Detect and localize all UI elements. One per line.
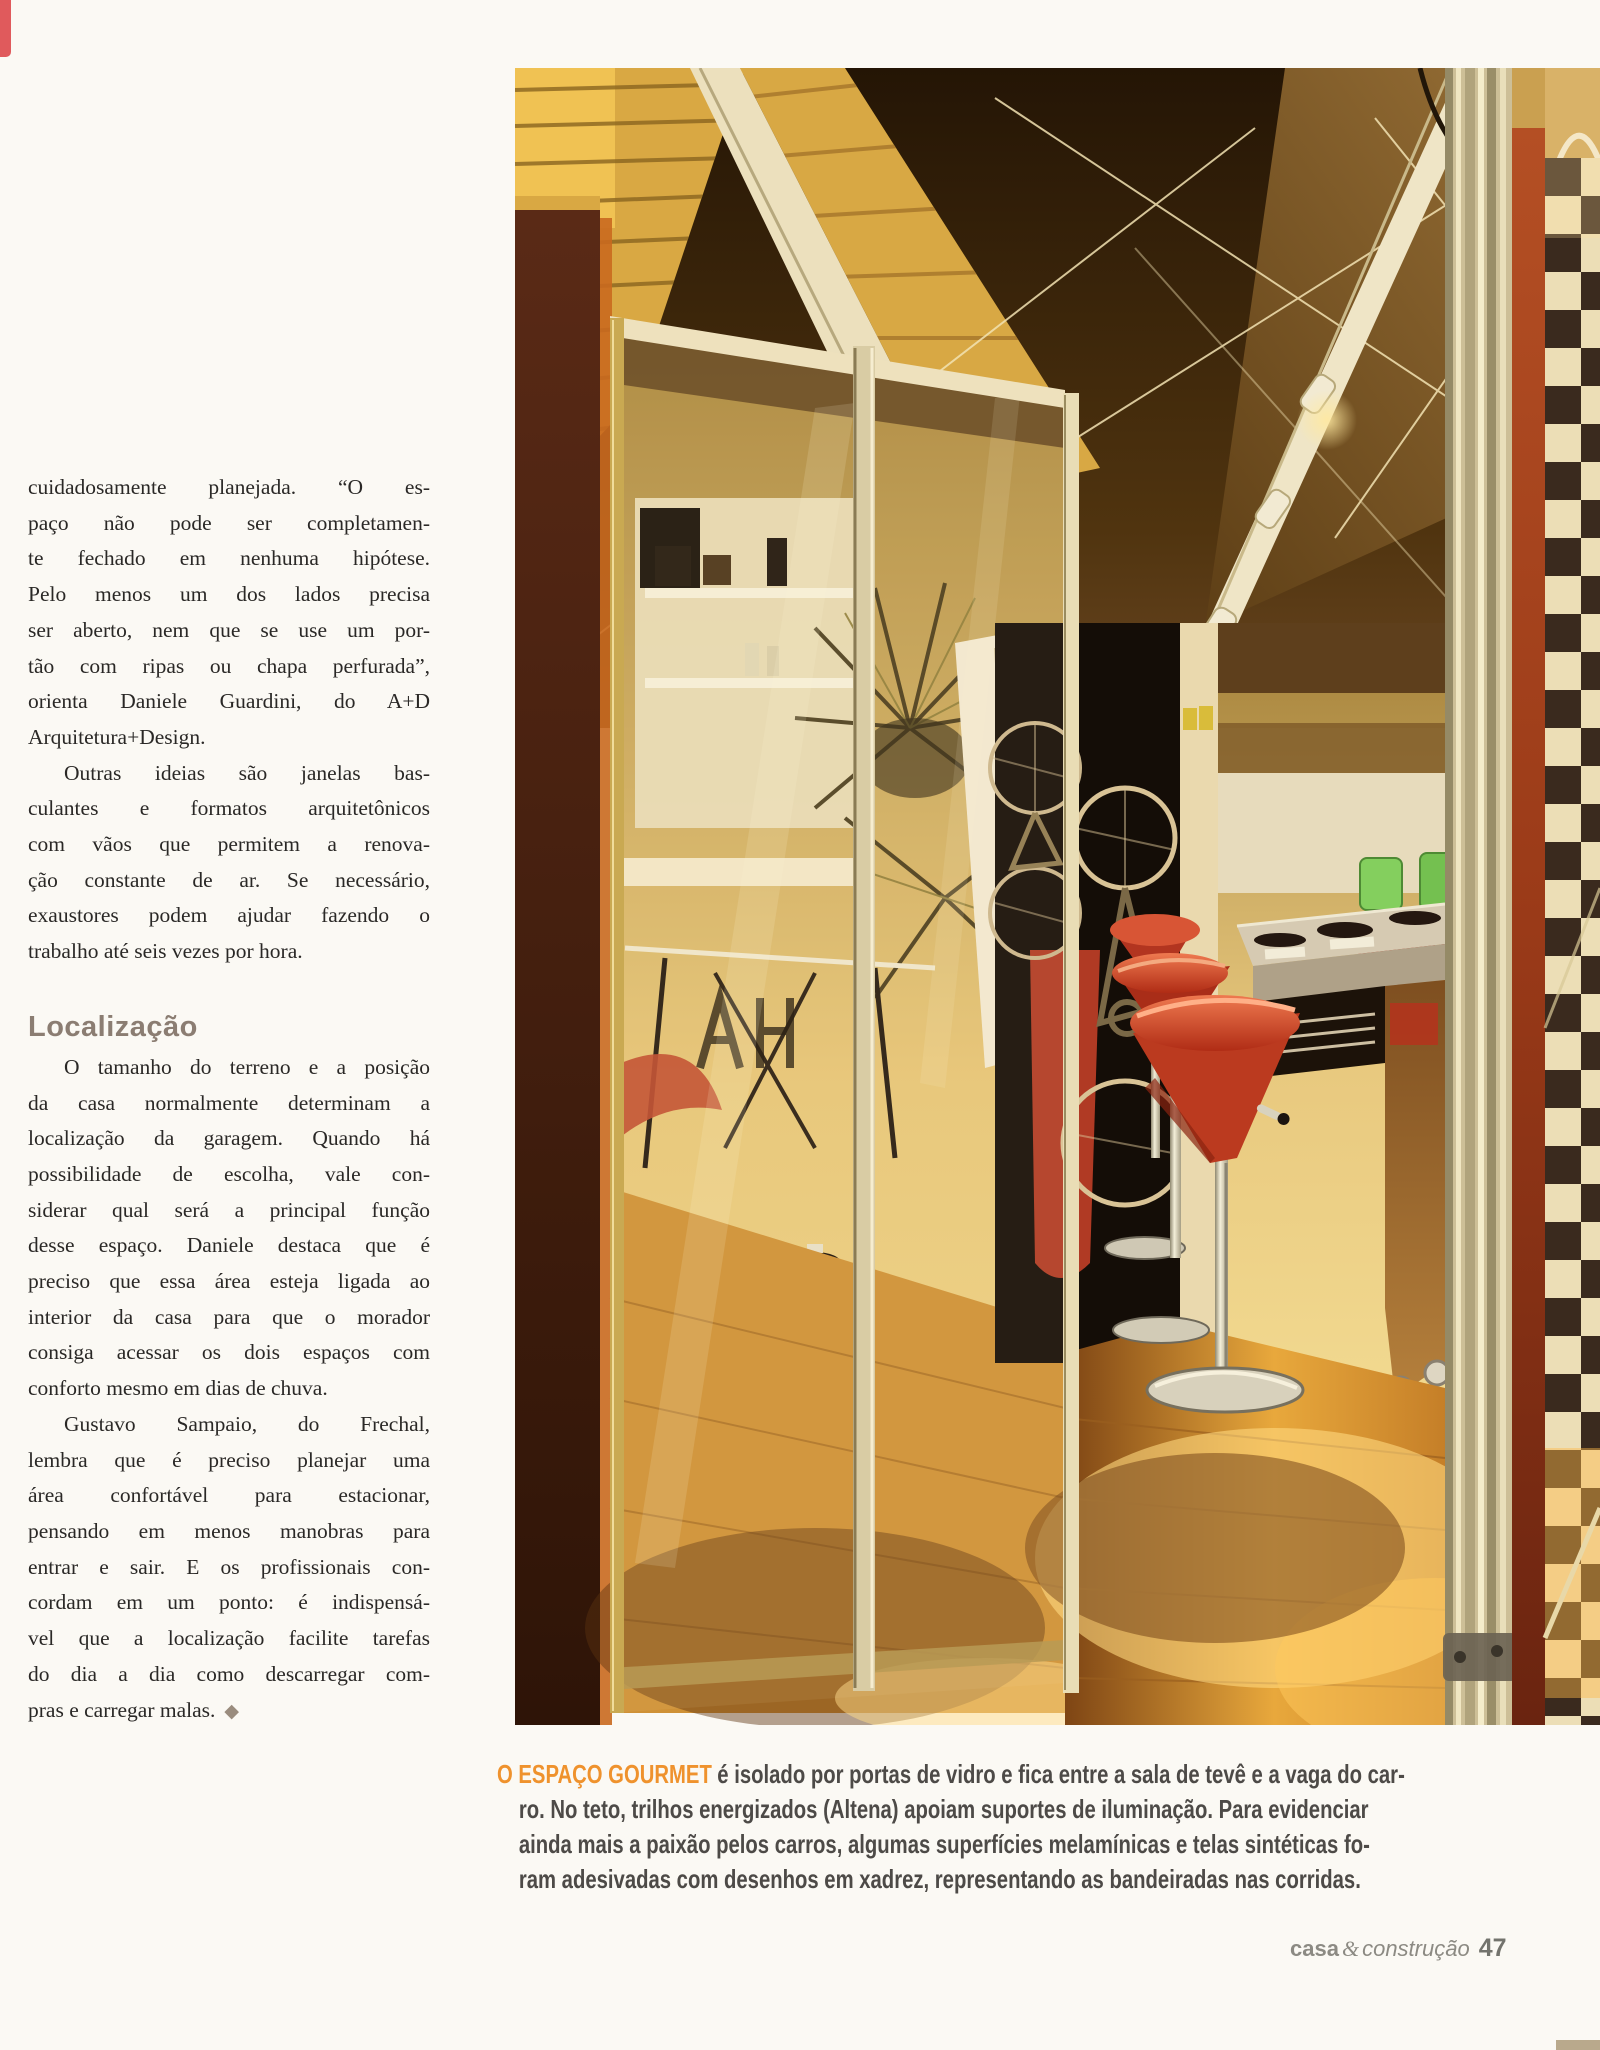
text-line: ser aberto, nem que se use um por-: [28, 617, 430, 642]
caption-text: é isolado por portas de vidro e fica entre a sala de tevê e a vaga do car-: [717, 1759, 1405, 1789]
text-line: conforto mesmo em dias de chuva.: [28, 1376, 328, 1401]
text-line: tão com ripas ou chapa perfurada”,: [28, 653, 430, 678]
text-line: Pelo menos um dos lados precisa: [28, 582, 430, 607]
magazine-name: casa: [1290, 1936, 1339, 1961]
caption-line: ainda mais a paixão pelos carros, algumas superfícies melamínicas e telas sintéticas fo-: [518, 1829, 1370, 1859]
caption-line: ram adesivadas com desenhos em xadrez, representando as bandeiradas nas corridas.: [518, 1864, 1361, 1894]
article-paragraph: [28, 756, 430, 970]
page-footer: [1290, 1934, 1507, 1963]
text-line: desse espaço. Daniele destaca que é: [28, 1233, 430, 1258]
text-line: paço não pode ser completamen-: [28, 510, 430, 535]
text-line: cordam em um ponto: é indispensá-: [28, 1590, 430, 1615]
photo-glass-doors: [610, 316, 1079, 1713]
text-line: O tamanho do terreno e a posição: [64, 1054, 430, 1079]
article-paragraph: [28, 470, 430, 756]
text-line: Arquitetura+Design.: [28, 724, 206, 749]
end-of-article-diamond-icon: ◆: [224, 1699, 240, 1722]
text-line: exaustores podem ajudar fazendo o: [28, 903, 430, 928]
text-line: interior da casa para que o morador: [28, 1304, 430, 1329]
text-line: pensando em menos manobras para: [28, 1518, 430, 1543]
text-line: do dia a dia como descarregar com-: [28, 1661, 430, 1686]
caption-line: [497, 1757, 1464, 1792]
text-line: entrar e sair. E os profissionais con-: [28, 1554, 430, 1579]
text-line: trabalho até seis vezes por hora.: [28, 939, 303, 964]
photo-aluminium-posts: [1443, 68, 1517, 1725]
section-heading: Localização: [28, 1010, 198, 1043]
text-line: ção constante de ar. Se necessário,: [28, 867, 430, 892]
caption-line: ro. No teto, trilhos energizados (Altena) apoiam suportes de iluminação. Para evidenciar: [518, 1794, 1369, 1824]
article-last-line-text: pras e carregar malas.: [28, 1697, 216, 1722]
article-paragraph: [28, 1050, 430, 1407]
text-line: localização da garagem. Quando há: [28, 1126, 430, 1151]
text-line: Gustavo Sampaio, do Frechal,: [64, 1411, 430, 1436]
text-line: possibilidade de escolha, vale con-: [28, 1161, 430, 1186]
text-line: área confortável para estacionar,: [28, 1483, 430, 1508]
text-line: culantes e formatos arquitetônicos: [28, 796, 430, 821]
text-line: te fechado em nenhuma hipótese.: [28, 546, 430, 571]
photo-caption: [497, 1757, 1464, 1897]
page-number: 47: [1478, 1934, 1507, 1962]
photo-checkered-flag-panel: [1512, 68, 1600, 1725]
article-paragraph: [28, 1407, 430, 1693]
scan-edge-artifact: [0, 0, 11, 57]
text-line: Outras ideias são janelas bas-: [64, 760, 430, 785]
text-line: da casa normalmente determinam a: [28, 1090, 430, 1115]
text-line: siderar qual será a principal função: [28, 1197, 430, 1222]
caption-lead: O ESPAÇO GOURMET: [497, 1759, 712, 1789]
text-line: lembra que é preciso planejar uma: [28, 1447, 430, 1472]
text-line: com vãos que permitem a renova-: [28, 832, 430, 857]
text-line: orienta Daniele Guardini, do A+D: [28, 689, 430, 714]
scan-edge-artifact: [1556, 2040, 1600, 2050]
article-text-column: [28, 470, 430, 1729]
text-line: cuidadosamente planejada. “O es-: [28, 475, 430, 499]
photo-left-door-jamb: [515, 196, 612, 1725]
text-line: consiga acessar os dois espaços com: [28, 1340, 430, 1365]
ampersand: &: [1341, 1936, 1360, 1961]
article-last-line: [28, 1693, 430, 1730]
text-line: preciso que essa área esteja ligada ao: [28, 1269, 430, 1294]
gourmet-space-photo: [515, 68, 1600, 1725]
magazine-name-italic: construção: [1362, 1936, 1470, 1961]
text-line: vel que a localização facilite tarefas: [28, 1626, 430, 1651]
